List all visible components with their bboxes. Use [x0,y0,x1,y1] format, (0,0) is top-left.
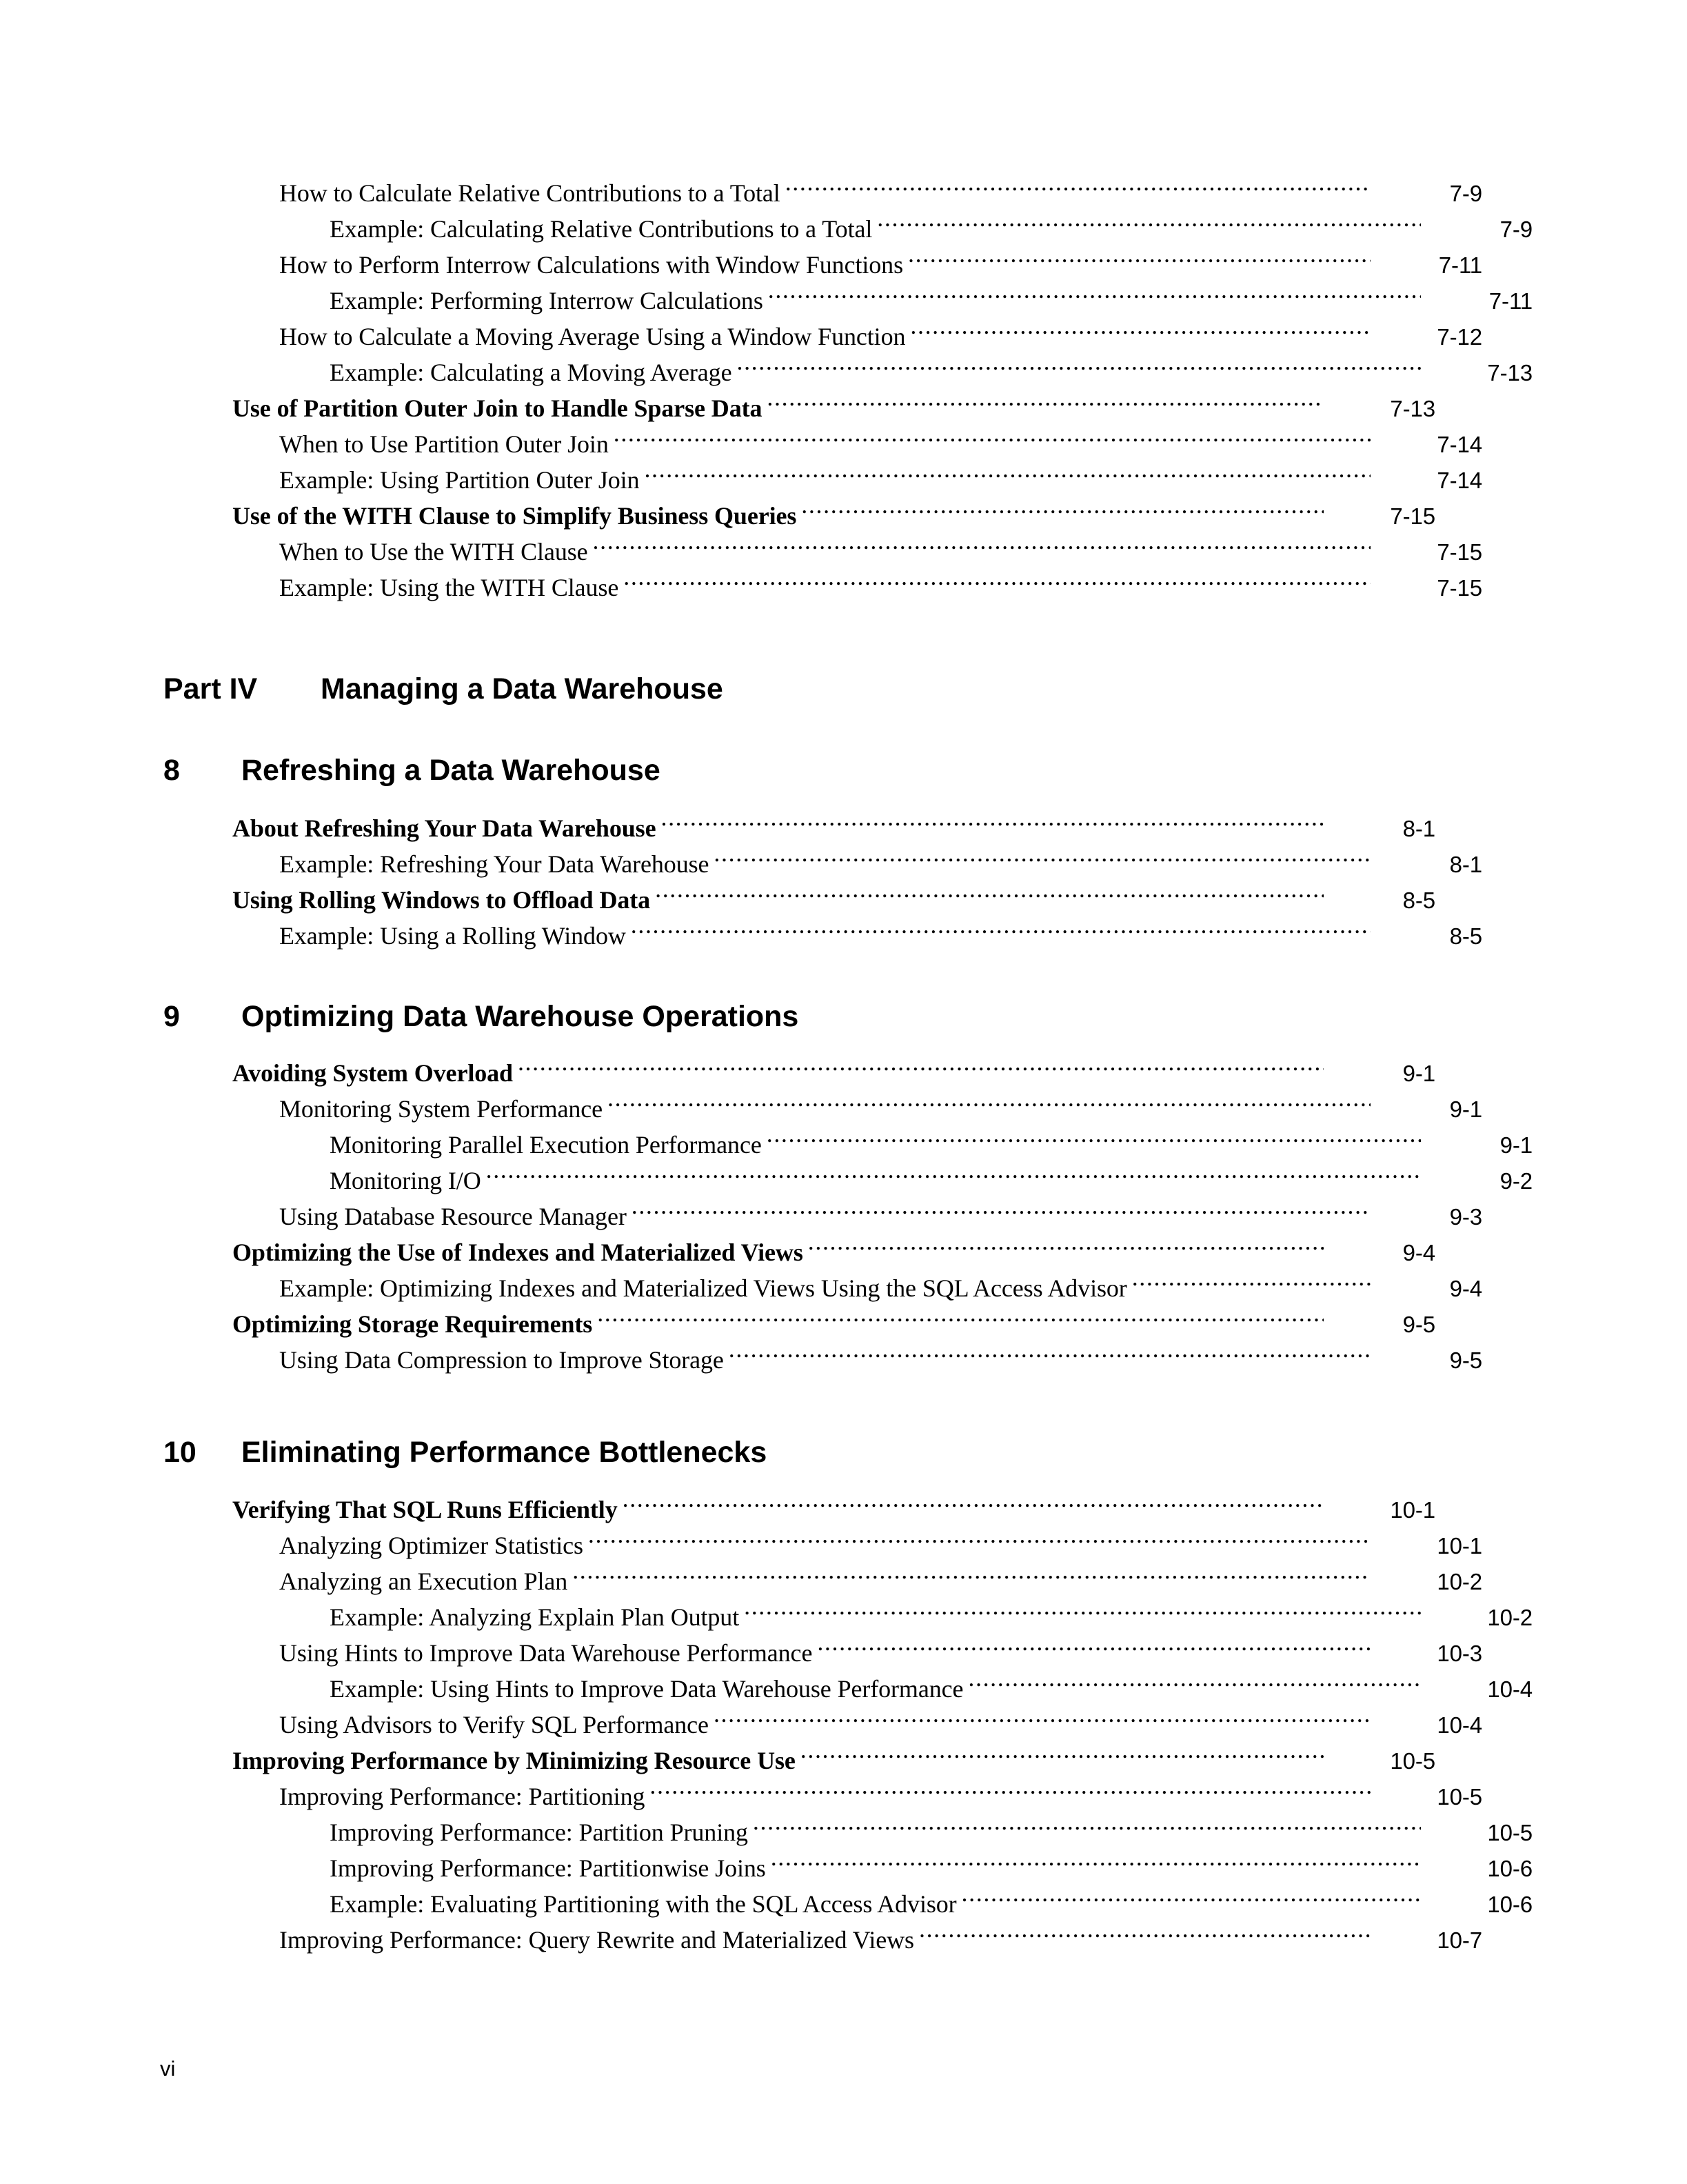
toc-entry-page-number: 10-6 [1487,1892,1533,1917]
toc-entry-title: When to Use Partition Outer Join [279,430,609,458]
toc-entry-page-number: 10-3 [1437,1641,1482,1666]
toc-leader-dots [623,571,1371,596]
toc-entry-page-number: 10-5 [1390,1748,1435,1774]
toc-entry[interactable] [228,283,1533,319]
toc-leader-dots [962,1887,1421,1912]
toc-leader-dots [968,1672,1421,1697]
toc-leader-dots [631,919,1371,944]
toc-entry-title: How to Calculate a Moving Average Using a Window Function [279,323,906,350]
toc-entry[interactable] [228,1563,1482,1599]
toc-entry-title: Improving Performance: Query Rewrite and Materialized Views [279,1926,914,1954]
toc-entry-page-number: 9-5 [1449,1348,1482,1373]
toc-entry-page-number: 10-5 [1487,1820,1533,1845]
toc-entry[interactable] [228,1779,1482,1814]
toc-entry[interactable] [228,175,1482,211]
chapter-number: 9 [163,1000,180,1033]
toc-entry[interactable] [228,1091,1482,1127]
toc-entry-group [0,1492,1687,1958]
toc-entry-page-number: 9-1 [1402,1061,1435,1086]
toc-entry-page-number: 10-7 [1437,1927,1482,1953]
toc-entry-title: Improving Performance: Partitionwise Joins [330,1854,766,1882]
toc-entry-page-number: 9-3 [1449,1204,1482,1230]
toc-entry-title: Using Hints to Improve Data Warehouse Performance [279,1639,813,1667]
toc-entry[interactable] [228,570,1482,605]
toc-entry[interactable] [228,1055,1435,1091]
toc-entry[interactable] [228,534,1482,570]
toc-entry[interactable] [228,1163,1533,1199]
toc-entry-title: When to Use the WITH Clause [279,538,588,565]
toc-entry[interactable] [228,1306,1435,1342]
toc-leader-dots [518,1056,1324,1081]
chapter-number: 8 [163,754,180,787]
toc-entry[interactable] [228,211,1533,247]
toc-entry-title: About Refreshing Your Data Warehouse [232,814,656,842]
toc-leader-dots [607,1092,1371,1117]
toc-entry-page-number: 7-15 [1437,575,1482,601]
toc-entry-group [0,175,1687,605]
toc-entry[interactable] [228,1850,1533,1886]
toc-leader-dots [767,1128,1421,1153]
toc-entry-page-number: 7-13 [1487,360,1533,385]
toc-leader-dots [714,848,1371,872]
toc-leader-dots [817,1636,1371,1661]
toc-entry[interactable] [228,1270,1482,1306]
toc-leader-dots [593,535,1371,560]
toc-entry[interactable] [228,1635,1482,1671]
toc-leader-dots [908,248,1371,273]
toc-entry[interactable] [228,1814,1533,1850]
toc-leader-dots [623,1493,1324,1518]
toc-entry-group [0,1055,1687,1378]
toc-leader-dots [572,1565,1371,1590]
toc-entry[interactable] [228,319,1482,354]
toc-entry-page-number: 10-2 [1487,1605,1533,1630]
toc-leader-dots [736,356,1421,381]
toc-leader-dots [649,1780,1371,1805]
toc-leader-dots [644,463,1371,488]
toc-leader-dots [753,1816,1421,1841]
toc-entry-title: Monitoring I/O [330,1167,481,1194]
toc-entry-title: Analyzing Optimizer Statistics [279,1532,583,1559]
toc-leader-dots [744,1601,1421,1625]
toc-entry-title: Avoiding System Overload [232,1059,513,1087]
toc-entry[interactable] [228,426,1482,462]
toc-entry-title: Monitoring Parallel Execution Performance [330,1131,762,1159]
toc-entry-page-number: 10-5 [1437,1784,1482,1810]
toc-entry-title: Example: Calculating Relative Contributions to a Total [330,215,873,243]
toc-leader-dots [614,428,1371,452]
toc-entry-title: Improving Performance by Minimizing Resource Use [232,1747,796,1774]
toc-entry-page-number: 8-1 [1449,852,1482,877]
toc-leader-dots [597,1308,1324,1332]
toc-leader-dots [919,1923,1371,1948]
toc-entry-title: Example: Using Hints to Improve Data Warehouse Performance [330,1675,964,1703]
toc-entry-page-number: 8-5 [1449,923,1482,949]
toc-entry-title: Using Data Compression to Improve Storage [279,1346,724,1374]
toc-leader-dots [785,177,1371,201]
toc-leader-dots [800,1744,1324,1769]
toc-leader-dots [801,499,1324,524]
part-heading [163,672,723,706]
toc-entry-page-number: 7-13 [1390,396,1435,421]
toc-entry-title: Use of Partition Outer Join to Handle Sparse Data [232,394,762,422]
toc-entry-page-number: 10-4 [1487,1676,1533,1702]
toc-entry[interactable] [228,1922,1482,1958]
toc-entry-page-number: 10-1 [1390,1497,1435,1523]
toc-entry[interactable] [228,1886,1533,1922]
toc-entry-page-number: 8-1 [1402,816,1435,841]
toc-entry[interactable] [228,462,1482,498]
toc-entry-page-number: 9-4 [1402,1240,1435,1265]
chapter-heading[interactable] [163,754,660,788]
toc-entry-title: Example: Analyzing Explain Plan Output [330,1603,740,1631]
toc-entry[interactable] [228,1671,1533,1707]
toc-entry[interactable] [228,1342,1482,1378]
toc-entry-title: Example: Performing Interrow Calculations [330,287,763,314]
toc-entry-title: Example: Using Partition Outer Join [279,466,640,494]
toc-entry-page-number: 9-5 [1402,1312,1435,1337]
toc-entry-page-number: 10-1 [1437,1533,1482,1559]
toc-entry-page-number: 10-6 [1487,1856,1533,1881]
chapter-number: 10 [163,1436,196,1469]
toc-leader-dots [768,284,1421,309]
toc-entry-page-number: 9-1 [1499,1132,1533,1158]
toc-entry-page-number: 9-1 [1449,1096,1482,1122]
toc-leader-dots [1132,1272,1371,1296]
toc-leader-dots [729,1343,1371,1368]
toc-leader-dots [808,1236,1324,1261]
part-number: Part IV [163,672,258,705]
toc-entry-title: Improving Performance: Partitioning [279,1783,645,1810]
toc-entry[interactable] [228,1527,1482,1563]
toc-entry-page-number: 7-14 [1437,432,1482,457]
toc-entry-title: Example: Optimizing Indexes and Materialized Views Using the SQL Access Advisor [279,1274,1127,1302]
toc-entry-title: Analyzing an Execution Plan [279,1567,568,1595]
toc-leader-dots [714,1708,1371,1733]
toc-entry-page-number: 10-2 [1437,1569,1482,1594]
toc-entry[interactable] [228,390,1435,426]
toc-entry[interactable] [228,846,1482,882]
toc-entry[interactable] [228,1707,1482,1743]
toc-entry-page-number: 7-9 [1499,217,1533,242]
toc-leader-dots [771,1852,1421,1876]
chapter-title: Optimizing Data Warehouse Operations [241,1000,799,1033]
toc-leader-dots [767,392,1324,417]
toc-entry-title: Using Database Resource Manager [279,1203,627,1230]
toc-entry-title: Improving Performance: Partition Pruning [330,1819,748,1846]
toc-entry-page-number: 9-2 [1499,1168,1533,1194]
toc-entry-title: Using Advisors to Verify SQL Performance [279,1711,709,1739]
toc-entry-title: How to Calculate Relative Contributions to a Total [279,179,780,207]
toc-entry[interactable] [228,354,1533,390]
toc-leader-dots [660,812,1324,836]
toc-entry[interactable] [228,1743,1435,1779]
toc-entry-title: Verifying That SQL Runs Efficiently [232,1496,618,1523]
toc-leader-dots [910,320,1371,345]
page-folio: vi [160,2056,176,2081]
toc-entry-title: Example: Calculating a Moving Average [330,359,732,386]
toc-entry[interactable] [228,498,1435,534]
toc-entry[interactable] [228,1234,1435,1270]
toc-entry-page-number: 7-12 [1437,324,1482,350]
toc-entry-page-number: 8-5 [1402,888,1435,913]
toc-entry-page-number: 9-4 [1449,1276,1482,1301]
toc-leader-dots [877,212,1421,237]
toc-entry-title: Example: Refreshing Your Data Warehouse [279,850,709,878]
toc-entry-page-number: 7-15 [1390,503,1435,529]
chapter-title: Eliminating Performance Bottlenecks [241,1436,767,1469]
chapter-heading[interactable] [163,1436,767,1470]
chapter-title: Refreshing a Data Warehouse [241,754,660,787]
toc-entry-page-number: 7-11 [1438,252,1482,278]
toc-leader-dots [632,1200,1371,1225]
toc-leader-dots [655,883,1324,908]
toc-entry[interactable] [228,1127,1533,1163]
toc-entry-title: Optimizing Storage Requirements [232,1310,593,1338]
chapter-heading[interactable] [163,1000,798,1034]
toc-entry-group [0,810,1687,954]
toc-entry[interactable] [228,1492,1435,1527]
toc-entry[interactable] [228,918,1482,954]
toc-entry-page-number: 10-4 [1437,1712,1482,1738]
toc-entry-title: Example: Using the WITH Clause [279,574,619,601]
toc-entry-page-number: 7-9 [1449,181,1482,206]
toc-entry-title: Monitoring System Performance [279,1095,603,1123]
toc-leader-dots [588,1529,1371,1554]
toc-leader-dots [486,1164,1421,1189]
toc-entry-page-number: 7-15 [1437,539,1482,565]
part-title: Managing a Data Warehouse [321,672,723,705]
toc-entry-title: Use of the WITH Clause to Simplify Business Queries [232,502,797,530]
toc-entry[interactable] [228,247,1482,283]
toc-entry[interactable] [228,882,1435,918]
toc-entry-title: Example: Evaluating Partitioning with the SQL Access Advisor [330,1890,957,1918]
toc-entry-title: Optimizing the Use of Indexes and Materialized Views [232,1239,803,1266]
toc-entry-page-number: 7-11 [1488,288,1533,314]
toc-entry[interactable] [228,810,1435,846]
toc-entry-page-number: 7-14 [1437,468,1482,493]
toc-entry-title: Example: Using a Rolling Window [279,922,626,950]
toc-entry[interactable] [228,1599,1533,1635]
toc-entry-title: How to Perform Interrow Calculations with Window Functions [279,251,903,279]
toc-entry-title: Using Rolling Windows to Offload Data [232,886,651,914]
toc-entry[interactable] [228,1199,1482,1234]
